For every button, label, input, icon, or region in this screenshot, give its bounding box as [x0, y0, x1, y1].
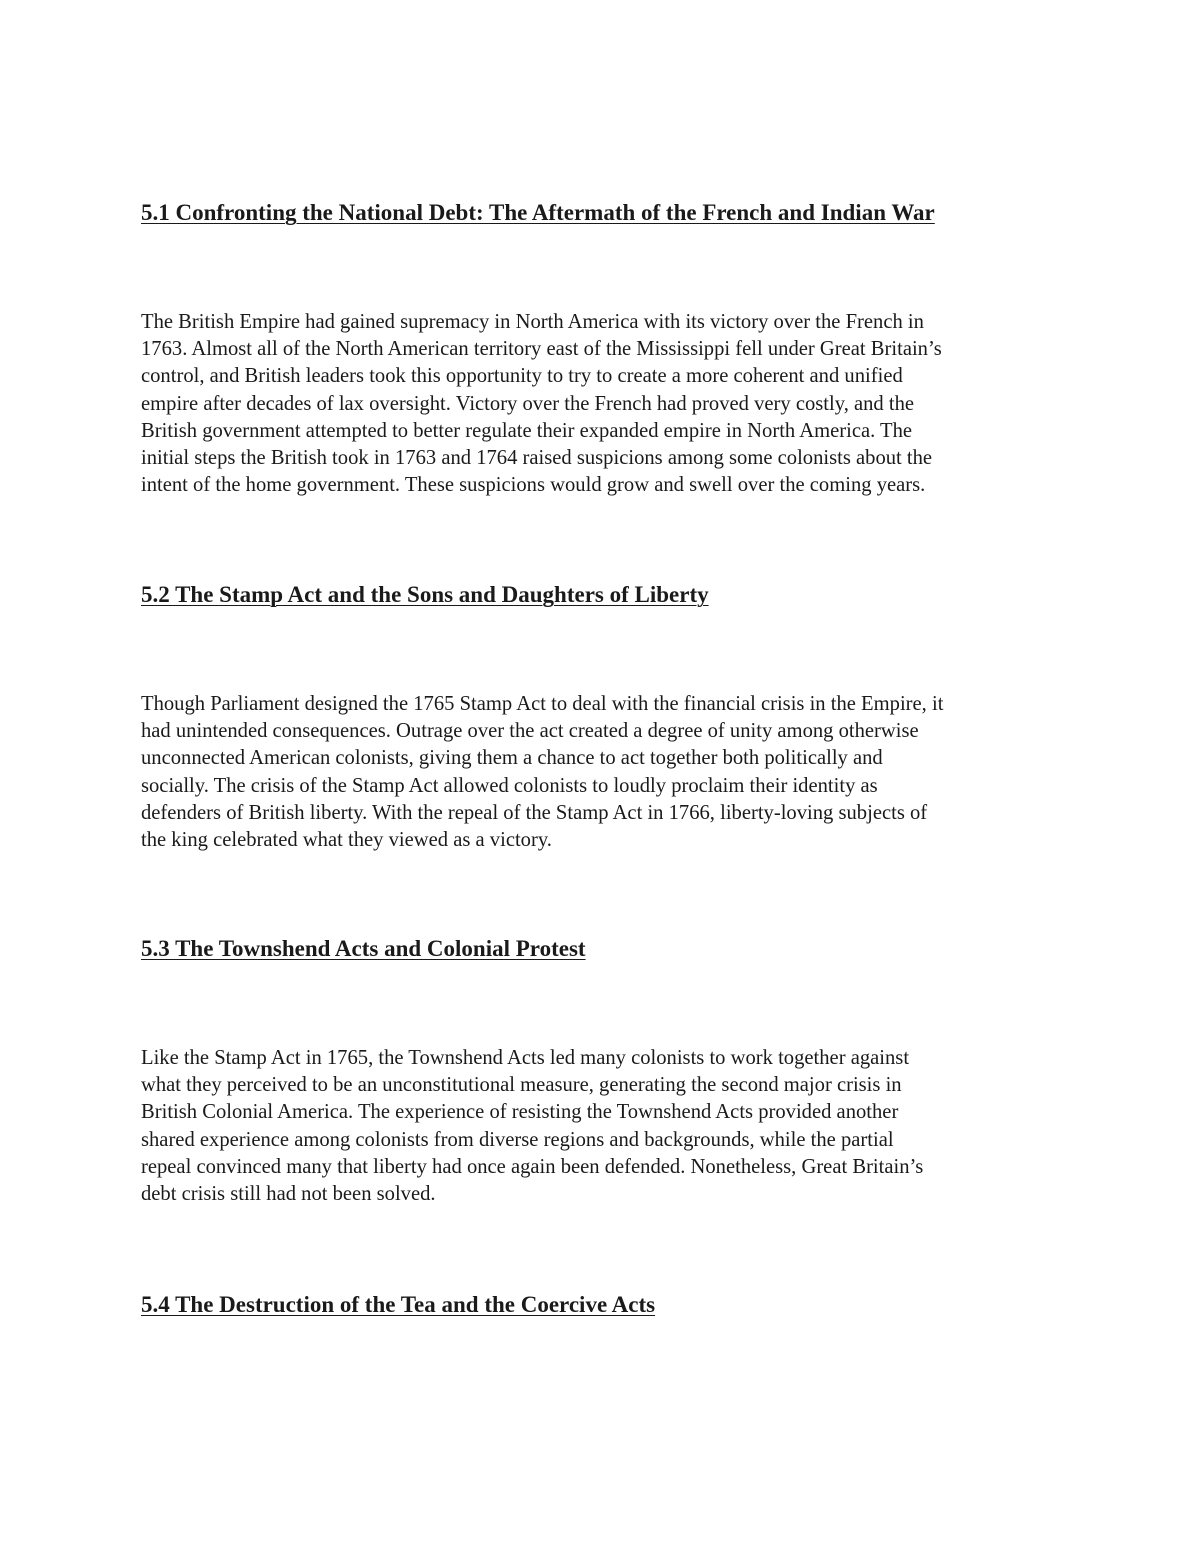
paragraph-line: British Colonial America. The experience of resisting the Townshend Acts provided another	[141, 1101, 899, 1124]
paragraph-line: Though Parliament designed the 1765 Stamp Act to deal with the financial crisis in the Empire, it	[141, 693, 944, 715]
paragraph-line: shared experience among colonists from diverse regions and backgrounds, while the partial	[141, 1128, 894, 1151]
paragraph-line: Like the Stamp Act in 1765, the Townshend Acts led many colonists to work together against	[141, 1047, 910, 1069]
paragraph-line: intent of the home government. These suspicions would grow and swell over the coming years.	[141, 474, 926, 497]
paragraph-line: British government attempted to better regulate their expanded empire in North America. The	[141, 419, 913, 442]
section-heading-5-3: 5.3 The Townshend Acts and Colonial Protest	[141, 936, 586, 961]
section-paragraph-5-2	[141, 691, 1071, 854]
paragraph-line: empire after decades of lax oversight. Victory over the French had proved very costly, and the	[141, 392, 915, 415]
section-heading-5-4: 5.4 The Destruction of the Tea and the Coercive Acts	[141, 1292, 656, 1317]
section-heading-5-1: 5.1 Confronting the National Debt: The Aftermath of the French and Indian War	[141, 200, 935, 225]
paragraph-line: defenders of British liberty. With the repeal of the Stamp Act in 1766, liberty-loving subjects of	[141, 801, 928, 824]
paragraph-line: 1763. Almost all of the North American territory east of the Mississippi fell under Great Britain’s	[141, 338, 942, 361]
paragraph-line: unconnected American colonists, giving them a chance to act together both politically and	[141, 747, 883, 770]
paragraph-line: control, and British leaders took this opportunity to try to create a more coherent and unified	[141, 365, 903, 388]
paragraph-line: what they perceived to be an unconstitutional measure, generating the second major crisis in	[141, 1074, 902, 1097]
paragraph-line: debt crisis still had not been solved.	[141, 1183, 436, 1206]
paragraph-line: socially. The crisis of the Stamp Act allowed colonists to loudly proclaim their identity as	[141, 774, 878, 797]
paragraph-line: repeal convinced many that liberty had once again been defended. Nonetheless, Great Britain’s	[141, 1155, 924, 1178]
section-paragraph-5-1	[141, 309, 1071, 499]
paragraph-line: initial steps the British took in 1763 and 1764 raised suspicions among some colonists about the	[141, 447, 933, 470]
section-heading-5-2: 5.2 The Stamp Act and the Sons and Daughters of Liberty	[141, 582, 709, 607]
paragraph-line: the king celebrated what they viewed as a victory.	[141, 829, 552, 852]
paragraph-line: had unintended consequences. Outrage over the act created a degree of unity among otherwise	[141, 720, 919, 743]
section-paragraph-5-3	[141, 1045, 1071, 1208]
paragraph-line: The British Empire had gained supremacy in North America with its victory over the French in	[141, 311, 924, 333]
